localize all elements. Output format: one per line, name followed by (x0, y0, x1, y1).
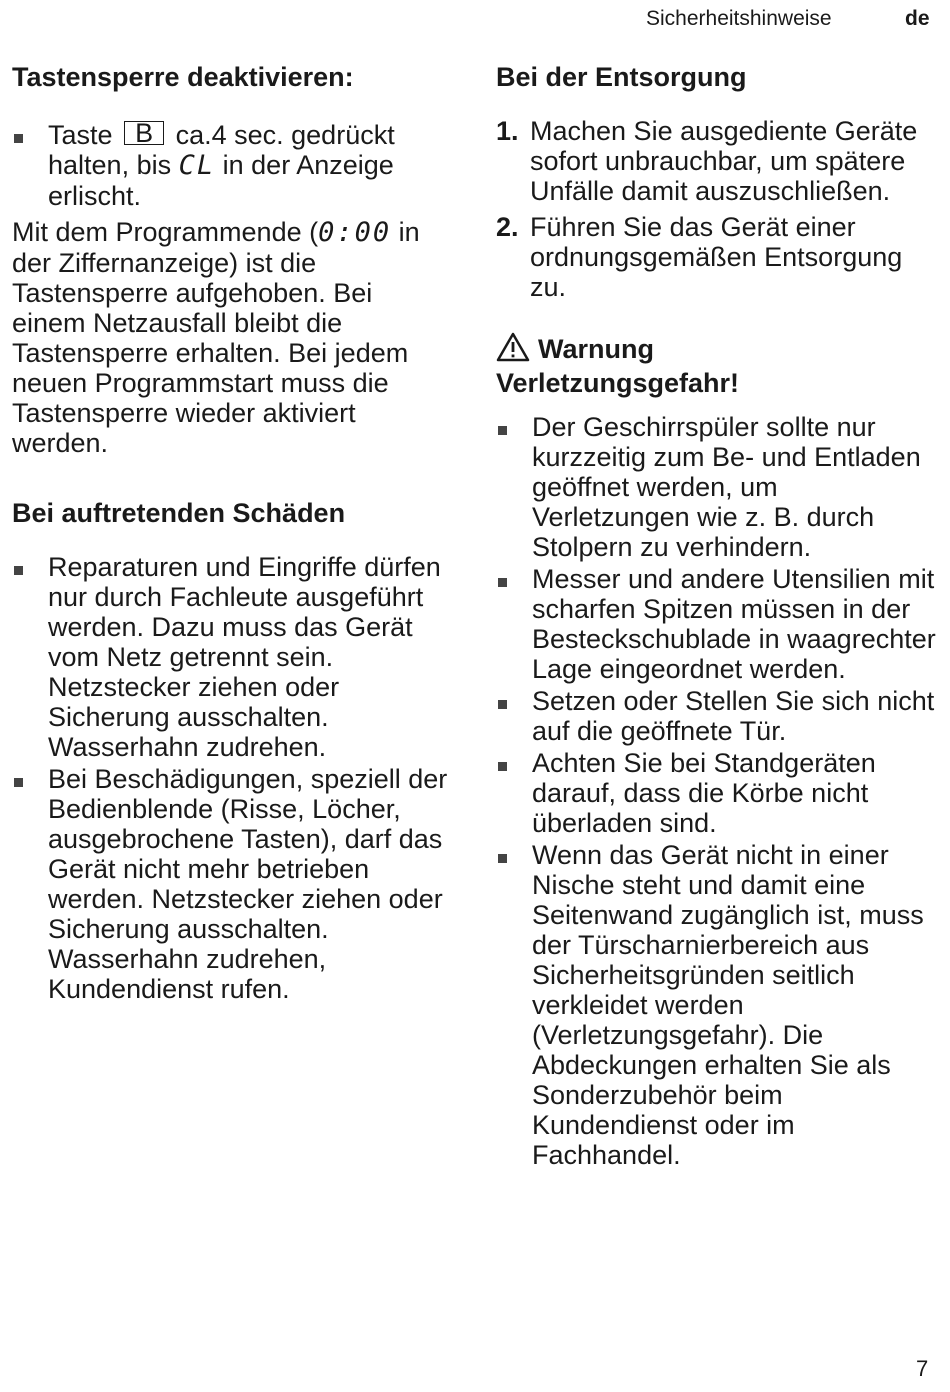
lock-text-post: in der Anzeige erlischt. (48, 150, 394, 211)
lcd-cl-display: CL (178, 150, 216, 181)
step-number: 2. (496, 212, 519, 242)
lock-section-title: Tastensperre deaktivieren: (12, 62, 354, 92)
list-item (496, 564, 936, 684)
list-item (496, 748, 936, 838)
bullet-square-icon (14, 134, 23, 143)
right-column (496, 60, 936, 1170)
warning-bullet-list (496, 412, 936, 1170)
warning-item-text: Setzen oder Stellen Sie sich nicht auf die geöffnete Tür. (532, 686, 935, 746)
list-item (496, 116, 936, 206)
bullet-square-icon (498, 578, 507, 587)
lock-text-pre: Taste (48, 120, 113, 150)
damage-section-title: Bei auftretenden Schäden (12, 498, 346, 528)
warning-title: Verletzungsgefahr! (496, 368, 740, 398)
disposal-section-title: Bei der Entsorgung (496, 62, 747, 92)
disposal-steps-list (496, 116, 936, 302)
step-number: 1. (496, 116, 519, 146)
warning-heading (496, 332, 936, 366)
warning-item-text: Wenn das Gerät nicht in einer Nische steht und damit eine Seitenwand zugänglich ist, muss der Türscharnierbereich aus Sicherheitsgründen seitlich verkleidet werden (Verletzungsgefahr). Die Abdeckungen erhalten Sie als Sonderzubehör beim Kundendienst oder im Fachhandel. (532, 840, 924, 1170)
list-item (12, 764, 452, 1004)
warning-item-text: Messer und andere Utensilien mit scharfen Spitzen müssen in der Besteckschublade in waagrechter Lage eingeordnet werden. (532, 564, 936, 684)
lock-paragraph (12, 217, 452, 458)
lock-bullet-list (12, 120, 452, 211)
warning-triangle-icon (496, 332, 530, 362)
lcd-zero-display: 0:00 (318, 217, 392, 248)
key-b-symbol: B (124, 121, 164, 145)
warning-item-text: Der Geschirrspüler sollte nur kurzzeitig zum Be- und Entladen geöffnet werden, um Verletzungen wie z. B. durch Stolpern zu verhindern. (532, 412, 921, 562)
bullet-square-icon (498, 700, 507, 709)
damage-item-text: Reparaturen und Eingriffe dürfen nur durch Fachleute ausgeführt werden. Dazu muss das Gerät vom Netz getrennt sein. Netzstecker ziehen oder Sicherung ausschalten. Wasserhahn zudrehen. (48, 552, 441, 762)
damage-bullet-list (12, 552, 452, 1004)
bullet-square-icon (498, 762, 507, 771)
step-text: Führen Sie das Gerät einer ordnungsgemäßen Entsorgung zu. (530, 212, 903, 302)
step-text: Machen Sie ausgediente Geräte sofort unbrauchbar, um spätere Unfälle damit auszuschließen. (530, 116, 918, 206)
warning-item-text: Achten Sie bei Standgeräten darauf, dass die Körbe nicht überladen sind. (532, 748, 876, 838)
left-column (12, 60, 452, 1004)
lock-text-mid: ca.4 sec. gedrückt halten, bis (48, 120, 395, 180)
bullet-square-icon (498, 854, 507, 863)
header-language: de (905, 7, 930, 30)
list-item (12, 120, 452, 211)
lock-para-pre: Mit dem Programmende ( (12, 217, 319, 247)
list-item (496, 840, 936, 1170)
page-number: 7 (916, 1356, 929, 1381)
page-header (0, 6, 950, 36)
warning-label: Warnung (538, 334, 654, 364)
lock-para-post: in der Ziffernanzeige) ist die Tastensperre aufgehoben. Bei einem Netzausfall bleibt die Tastensperre erhalten. Bei jedem neuen Programmstart muss die Tastensperre wieder aktiviert werden. (12, 217, 420, 458)
damage-item-text: Bei Beschädigungen, speziell der Bedienblende (Risse, Löcher, ausgebrochene Tasten), darf das Gerät nicht mehr betrieben werden. Netzstecker ziehen oder Sicherung ausschalten. Wasserhahn zudrehen, Kundendienst rufen. (48, 764, 448, 1004)
bullet-square-icon (14, 566, 23, 575)
list-item (496, 212, 936, 302)
list-item (12, 552, 452, 762)
list-item (496, 412, 936, 562)
list-item (496, 686, 936, 746)
bullet-square-icon (14, 778, 23, 787)
header-section-title: Sicherheitshinweise (646, 7, 832, 30)
bullet-square-icon (498, 426, 507, 435)
